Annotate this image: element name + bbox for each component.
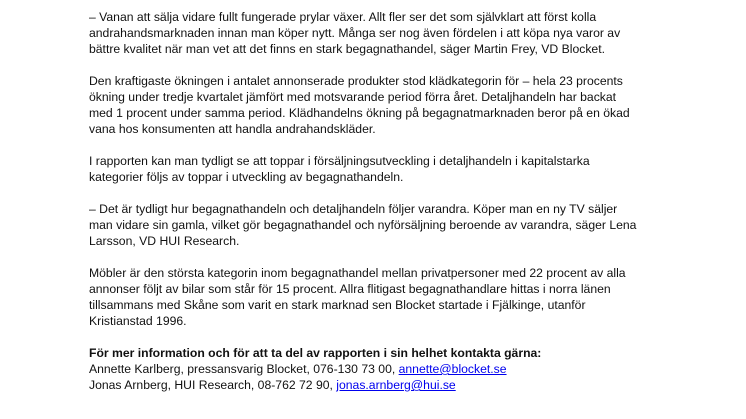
text-line: tillsammans med Skåne som varit en stark marknad sen Blocket startade i Fjälkinge, utanför <box>89 298 586 312</box>
text-line: annonser följt av bilar som står för 15 procent. Allra flitigast begagnathandlare hittas i norra länen <box>89 282 611 296</box>
text-line: med 1 procent under samma period. Klädhandelns ökning på begagnatmarknaden beror på en ökad <box>89 106 630 120</box>
email-link-jonas[interactable]: jonas.arnberg@hui.se <box>336 378 456 392</box>
paragraph-quote-lena-larsson <box>89 201 709 249</box>
text-line: vana hos konsumenten att handla andrahandskläder. <box>89 122 376 136</box>
text-line: Larsson, VD HUI Research. <box>89 234 240 248</box>
text-line: – Det är tydligt hur begagnathandeln och detaljhandeln följer varandra. Köper man en ny TV säljer <box>89 202 618 216</box>
text-line: andrahandsmarknaden innan man köper nytt. Många ser nog även fördelen i att köpa nya varor av <box>89 26 621 40</box>
contact-row-annette <box>89 361 709 377</box>
text-line: Möbler är den största kategorin inom begagnathandel mellan privatpersoner med 22 procent av alla <box>89 266 626 280</box>
contact-details: Jonas Arnberg, HUI Research, 08-762 72 90, <box>89 378 337 392</box>
text-line: – Vanan att sälja vidare fullt fungerade prylar växer. Allt fler ser det som självklart att först kolla <box>89 10 597 24</box>
press-release-body <box>89 9 709 393</box>
paragraph-report-trends <box>89 153 709 185</box>
paragraph-quote-martin-frey <box>89 9 709 57</box>
text-line: kategorier följs av toppar i utveckling av begagnathandeln. <box>89 170 404 184</box>
text-line: Kristianstad 1996. <box>89 314 187 328</box>
text-line: bättre kvalitet när man vet att det finns en stark begagnathandel, säger Martin Frey, VD Blocket. <box>89 42 605 56</box>
text-line: ökning under tredje kvartalet jämfört med motsvarande period förra året. Detaljhandeln har backat <box>89 90 617 104</box>
text-line: Den kraftigaste ökningen i antalet annonserade produkter stod klädkategorin för – hela 23 procents <box>89 74 623 88</box>
contact-row-jonas <box>89 377 709 393</box>
paragraph-furniture-category <box>89 265 709 329</box>
contact-heading: För mer information och för att ta del av rapporten i sin helhet kontakta gärna: <box>89 346 542 360</box>
text-line: man vidare sin gamla, vilket gör begagnathandel och nyförsäljning beroende av varandra, säger Lena <box>89 218 637 232</box>
email-link-annette[interactable]: annette@blocket.se <box>398 362 507 376</box>
paragraph-clothing-category <box>89 73 709 137</box>
text-line: I rapporten kan man tydligt se att toppar i försäljningsutveckling i detaljhandeln i kapitalstarka <box>89 154 590 168</box>
contact-details: Annette Karlberg, pressansvarig Blocket, 076-130 73 00, <box>89 362 399 376</box>
contact-section <box>89 345 709 393</box>
